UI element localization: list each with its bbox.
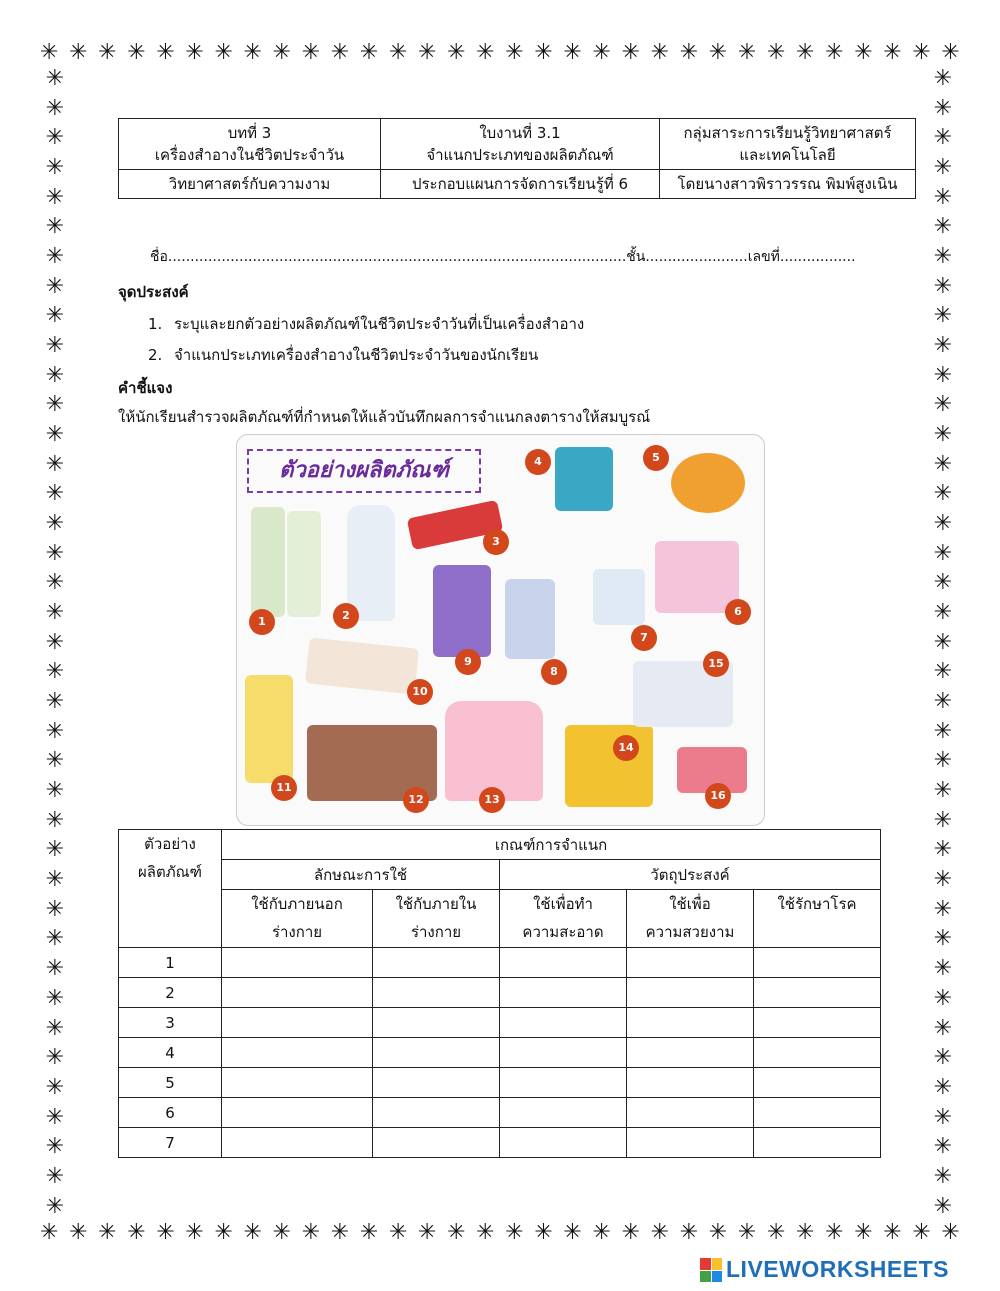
objective-item: 1. ระบุและยกตัวอย่างผลิตภัณฑ์ในชีวิตประจำวันที่เป็นเครื่องสำอาง: [148, 315, 585, 333]
star-ornament-icon: ✳: [933, 629, 953, 655]
star-ornament-icon: ✳: [883, 1220, 902, 1245]
shampoo-bottle: [251, 507, 285, 617]
star-ornament-icon: ✳: [796, 1220, 815, 1245]
answer-cell[interactable]: [754, 1128, 881, 1158]
star-ornament-icon: ✳: [708, 40, 728, 65]
answer-cell[interactable]: [373, 978, 500, 1008]
star-ornament-icon: ✳: [933, 125, 953, 151]
answer-cell[interactable]: [373, 1038, 500, 1068]
row-number: 6: [119, 1098, 222, 1128]
star-ornament-icon: ✳: [45, 659, 65, 685]
star-ornament-icon: ✳: [933, 600, 953, 626]
logo-square: [712, 1271, 723, 1283]
star-ornament-icon: ✳: [330, 1220, 350, 1245]
star-ornament-icon: ✳: [933, 1104, 953, 1130]
header-author: โดยนางสาวพิราวรรณ พิมพ์สูงเนิน: [660, 170, 916, 199]
star-ornament-icon: ✳: [933, 1074, 953, 1100]
answer-cell[interactable]: [373, 1068, 500, 1098]
answer-cell[interactable]: [627, 1098, 754, 1128]
usage-header: ลักษณะการใช้: [222, 860, 500, 890]
sub-header-cleaning: ใช้เพื่อทำ ความสะอาด: [500, 890, 627, 948]
row-number: 2: [119, 978, 222, 1008]
table-row: [119, 1128, 881, 1158]
star-ornament-icon: ✳: [505, 40, 524, 65]
star-ornament-icon: ✳: [933, 451, 953, 477]
star-ornament-icon: ✳: [45, 155, 65, 181]
table-row: [119, 1068, 881, 1098]
answer-cell[interactable]: [222, 1068, 373, 1098]
star-ornament-icon: ✳: [69, 40, 88, 65]
star-ornament-icon: ✳: [796, 40, 815, 65]
answer-cell[interactable]: [373, 948, 500, 978]
star-ornament-icon: ✳: [933, 540, 953, 566]
star-ornament-icon: ✳: [912, 40, 931, 65]
answer-cell[interactable]: [754, 1008, 881, 1038]
star-ornament-icon: ✳: [45, 333, 65, 359]
answer-cell[interactable]: [754, 1098, 881, 1128]
image-title: ตัวอย่างผลิตภัณฑ์: [247, 449, 481, 493]
border-top: [40, 40, 960, 66]
product-number-badge: 1: [249, 609, 275, 635]
muscle-rub-tube: [305, 637, 419, 694]
star-ornament-icon: ✳: [45, 303, 65, 329]
star-ornament-icon: ✳: [933, 778, 953, 804]
answer-cell[interactable]: [500, 1008, 627, 1038]
star-ornament-icon: ✳: [737, 1220, 757, 1245]
star-ornament-icon: ✳: [933, 718, 953, 744]
star-ornament-icon: ✳: [40, 1220, 59, 1245]
sub-header-treatment: ใช้รักษาโรค: [754, 890, 881, 948]
answer-cell[interactable]: [754, 978, 881, 1008]
row-number: 7: [119, 1128, 222, 1158]
purpose-header: วัตถุประสงค์: [500, 860, 881, 890]
star-ornament-icon: ✳: [45, 1015, 65, 1041]
answer-cell[interactable]: [500, 948, 627, 978]
star-ornament-icon: ✳: [933, 155, 953, 181]
header-topic: วิทยาศาสตร์กับความงาม: [119, 170, 381, 199]
star-ornament-icon: ✳: [45, 1163, 65, 1189]
answer-cell[interactable]: [754, 948, 881, 978]
star-ornament-icon: ✳: [854, 1220, 873, 1245]
star-ornament-icon: ✳: [45, 956, 65, 982]
star-ornament-icon: ✳: [854, 40, 873, 65]
star-ornament-icon: ✳: [933, 362, 953, 388]
product-number-badge: 6: [725, 599, 751, 625]
dental-floss: [555, 447, 613, 511]
name-class-number-line[interactable]: ชื่อ.......................................................................................................ชั้น.......................เลขที่.................: [150, 249, 856, 265]
logo-text: LIVEWORKSHEETS: [726, 1256, 949, 1282]
star-ornament-icon: ✳: [243, 40, 262, 65]
answer-cell[interactable]: [222, 1098, 373, 1128]
star-ornament-icon: ✳: [933, 867, 953, 893]
star-ornament-icon: ✳: [621, 40, 640, 65]
star-ornament-icon: ✳: [737, 40, 757, 65]
row-number: 3: [119, 1008, 222, 1038]
star-ornament-icon: ✳: [933, 1193, 953, 1219]
answer-cell[interactable]: [373, 1008, 500, 1038]
star-ornament-icon: ✳: [127, 1220, 146, 1245]
answer-cell[interactable]: [222, 978, 373, 1008]
star-ornament-icon: ✳: [301, 40, 321, 65]
star-ornament-icon: ✳: [933, 214, 953, 240]
baby-powder: [347, 505, 395, 621]
star-ornament-icon: ✳: [45, 570, 65, 596]
star-ornament-icon: ✳: [45, 125, 65, 151]
star-ornament-icon: ✳: [534, 1220, 553, 1245]
header-worksheet: ใบงานที่ 3.1 จำแนกประเภทของผลิตภัณฑ์: [381, 119, 660, 170]
perfume-bottle: [655, 541, 739, 613]
star-ornament-icon: ✳: [45, 66, 65, 91]
star-ornament-icon: ✳: [45, 540, 65, 566]
answer-cell[interactable]: [222, 948, 373, 978]
star-ornament-icon: ✳: [185, 40, 204, 65]
star-ornament-icon: ✳: [476, 40, 495, 65]
answer-cell[interactable]: [627, 1068, 754, 1098]
product-number-badge: 8: [541, 659, 567, 685]
answer-cell[interactable]: [500, 978, 627, 1008]
product-number-badge: 7: [631, 625, 657, 651]
star-ornament-icon: ✳: [69, 1220, 88, 1245]
star-ornament-icon: ✳: [912, 1220, 931, 1245]
star-ornament-icon: ✳: [933, 244, 953, 270]
star-ornament-icon: ✳: [45, 362, 65, 388]
cream-jar: [593, 569, 645, 625]
star-ornament-icon: ✳: [447, 40, 466, 65]
star-ornament-icon: ✳: [825, 1220, 844, 1245]
star-ornament-icon: ✳: [933, 303, 953, 329]
star-ornament-icon: ✳: [933, 926, 953, 952]
star-ornament-icon: ✳: [933, 392, 953, 418]
sub-header-external: ใช้กับภายนอก ร่างกาย: [222, 890, 373, 948]
product-number-badge: 16: [705, 783, 731, 809]
logo-square: [712, 1258, 723, 1270]
star-ornament-icon: ✳: [359, 40, 379, 65]
star-ornament-icon: ✳: [45, 629, 65, 655]
star-ornament-icon: ✳: [243, 1220, 262, 1245]
star-ornament-icon: ✳: [933, 511, 953, 537]
header-plan: ประกอบแผนการจัดการเรียนรู้ที่ 6: [381, 170, 660, 199]
star-ornament-icon: ✳: [933, 837, 953, 863]
star-ornament-icon: ✳: [45, 1193, 65, 1219]
star-ornament-icon: ✳: [214, 1220, 233, 1245]
answer-cell[interactable]: [373, 1128, 500, 1158]
star-ornament-icon: ✳: [45, 244, 65, 270]
product-number-badge: 4: [525, 449, 551, 475]
star-ornament-icon: ✳: [98, 1220, 117, 1245]
row-number: 4: [119, 1038, 222, 1068]
star-ornament-icon: ✳: [272, 40, 292, 65]
star-ornament-icon: ✳: [933, 1134, 953, 1160]
sub-header-internal: ใช้กับภายใน ร่างกาย: [373, 890, 500, 948]
star-ornament-icon: ✳: [45, 214, 65, 240]
star-ornament-icon: ✳: [45, 511, 65, 537]
product-number-badge: 9: [455, 649, 481, 675]
product-number-badge: 5: [643, 445, 669, 471]
star-ornament-icon: ✳: [330, 40, 350, 65]
header-table: [118, 118, 916, 199]
star-ornament-icon: ✳: [679, 40, 699, 65]
star-ornament-icon: ✳: [418, 1220, 437, 1245]
star-ornament-icon: ✳: [45, 807, 65, 833]
star-ornament-icon: ✳: [45, 95, 65, 121]
liveworksheets-logo: [700, 1256, 990, 1284]
logo-icon: [700, 1258, 722, 1282]
row-number: 5: [119, 1068, 222, 1098]
product-number-badge: 2: [333, 603, 359, 629]
product-number-badge: 13: [479, 787, 505, 813]
product-number-badge: 11: [271, 775, 297, 801]
star-ornament-icon: ✳: [45, 1134, 65, 1160]
star-ornament-icon: ✳: [214, 40, 233, 65]
star-ornament-icon: ✳: [505, 1220, 524, 1245]
col-product-header: ตัวอย่าง ผลิตภัณฑ์: [119, 830, 222, 948]
logo-square: [700, 1258, 711, 1270]
star-ornament-icon: ✳: [941, 1220, 960, 1245]
star-ornament-icon: ✳: [45, 1074, 65, 1100]
star-ornament-icon: ✳: [476, 1220, 495, 1245]
star-ornament-icon: ✳: [621, 1220, 640, 1245]
star-ornament-icon: ✳: [933, 95, 953, 121]
star-ornament-icon: ✳: [272, 1220, 292, 1245]
star-ornament-icon: ✳: [45, 184, 65, 210]
star-ornament-icon: ✳: [933, 748, 953, 774]
answer-cell[interactable]: [500, 1068, 627, 1098]
answer-cell[interactable]: [373, 1098, 500, 1128]
whitening-lotion: [245, 675, 293, 783]
product-number-badge: 14: [613, 735, 639, 761]
product-number-badge: 3: [483, 529, 509, 555]
answer-cell[interactable]: [222, 1128, 373, 1158]
star-ornament-icon: ✳: [933, 896, 953, 922]
answer-cell[interactable]: [500, 1038, 627, 1068]
star-ornament-icon: ✳: [45, 748, 65, 774]
border-right: [930, 66, 956, 1220]
product-number-badge: 15: [703, 651, 729, 677]
star-ornament-icon: ✳: [679, 1220, 699, 1245]
table-body: [119, 948, 881, 1158]
star-ornament-icon: ✳: [563, 40, 582, 65]
answer-cell[interactable]: [222, 1038, 373, 1068]
star-ornament-icon: ✳: [592, 40, 611, 65]
star-ornament-icon: ✳: [45, 837, 65, 863]
star-ornament-icon: ✳: [933, 659, 953, 685]
iodine-bottle: [565, 725, 653, 807]
star-ornament-icon: ✳: [388, 40, 408, 65]
objectives-heading: จุดประสงค์: [118, 283, 189, 301]
star-ornament-icon: ✳: [766, 1220, 786, 1245]
product-number-badge: 12: [403, 787, 429, 813]
star-ornament-icon: ✳: [933, 422, 953, 448]
answer-cell[interactable]: [627, 978, 754, 1008]
border-bottom: [40, 1220, 960, 1246]
star-ornament-icon: ✳: [933, 184, 953, 210]
star-ornament-icon: ✳: [388, 1220, 408, 1245]
answer-cell[interactable]: [627, 948, 754, 978]
sub-header-beauty: ใช้เพื่อ ความสวยงาม: [627, 890, 754, 948]
row-number: 1: [119, 948, 222, 978]
star-ornament-icon: ✳: [933, 1045, 953, 1071]
star-ornament-icon: ✳: [45, 1045, 65, 1071]
header-subject: กลุ่มสาระการเรียนรู้วิทยาศาสตร์ และเทคโนโลยี: [660, 119, 916, 170]
star-ornament-icon: ✳: [127, 40, 146, 65]
table-row: [119, 978, 881, 1008]
star-ornament-icon: ✳: [825, 40, 844, 65]
instructions-heading: คำชี้แจง: [118, 379, 173, 397]
star-ornament-icon: ✳: [45, 867, 65, 893]
product-examples-image: [236, 434, 765, 826]
star-ornament-icon: ✳: [592, 1220, 611, 1245]
header-chapter: บทที่ 3 เครื่องสำอางในชีวิตประจำวัน: [119, 119, 381, 170]
answer-cell[interactable]: [754, 1038, 881, 1068]
answer-cell[interactable]: [500, 1098, 627, 1128]
answer-cell[interactable]: [627, 1008, 754, 1038]
star-ornament-icon: ✳: [933, 66, 953, 91]
star-ornament-icon: ✳: [185, 1220, 204, 1245]
star-ornament-icon: ✳: [156, 1220, 175, 1245]
mouthwash: [433, 565, 491, 657]
star-ornament-icon: ✳: [650, 1220, 670, 1245]
answer-cell[interactable]: [627, 1128, 754, 1158]
star-ornament-icon: ✳: [650, 40, 670, 65]
answer-cell[interactable]: [627, 1038, 754, 1068]
instructions-text: ให้นักเรียนสำรวจผลิตภัณฑ์ที่กำหนดให้แล้วบันทึกผลการจำแนกลงตารางให้สมบูรณ์: [118, 408, 651, 426]
star-ornament-icon: ✳: [933, 807, 953, 833]
answer-cell[interactable]: [754, 1068, 881, 1098]
star-ornament-icon: ✳: [933, 481, 953, 507]
star-ornament-icon: ✳: [45, 600, 65, 626]
star-ornament-icon: ✳: [933, 956, 953, 982]
star-ornament-icon: ✳: [359, 1220, 379, 1245]
star-ornament-icon: ✳: [708, 1220, 728, 1245]
star-ornament-icon: ✳: [933, 985, 953, 1011]
classification-table: [118, 829, 881, 1158]
logo-square: [700, 1271, 711, 1283]
star-ornament-icon: ✳: [45, 778, 65, 804]
star-ornament-icon: ✳: [933, 570, 953, 596]
table-row: [119, 1008, 881, 1038]
star-ornament-icon: ✳: [941, 40, 960, 65]
star-ornament-icon: ✳: [45, 985, 65, 1011]
deodorant-roll-on: [505, 579, 555, 659]
star-ornament-icon: ✳: [45, 689, 65, 715]
answer-cell[interactable]: [500, 1128, 627, 1158]
star-ornament-icon: ✳: [883, 40, 902, 65]
star-ornament-icon: ✳: [45, 451, 65, 477]
star-ornament-icon: ✳: [45, 273, 65, 299]
star-ornament-icon: ✳: [447, 1220, 466, 1245]
star-ornament-icon: ✳: [933, 1163, 953, 1189]
star-ornament-icon: ✳: [45, 896, 65, 922]
border-left: [42, 66, 68, 1220]
star-ornament-icon: ✳: [45, 422, 65, 448]
balm-tin: [671, 453, 745, 513]
table-row: [119, 1098, 881, 1128]
star-ornament-icon: ✳: [45, 392, 65, 418]
star-ornament-icon: ✳: [534, 40, 553, 65]
star-ornament-icon: ✳: [766, 40, 786, 65]
objective-item: 2. จำแนกประเภทเครื่องสำอางในชีวิตประจำวันของนักเรียน: [148, 346, 539, 364]
star-ornament-icon: ✳: [40, 40, 59, 65]
star-ornament-icon: ✳: [156, 40, 175, 65]
star-ornament-icon: ✳: [45, 926, 65, 952]
star-ornament-icon: ✳: [45, 718, 65, 744]
star-ornament-icon: ✳: [933, 333, 953, 359]
star-ornament-icon: ✳: [301, 1220, 321, 1245]
answer-cell[interactable]: [222, 1008, 373, 1038]
star-ornament-icon: ✳: [418, 40, 437, 65]
star-ornament-icon: ✳: [45, 1104, 65, 1130]
table-row: [119, 948, 881, 978]
table-row: [119, 1038, 881, 1068]
star-ornament-icon: ✳: [933, 273, 953, 299]
star-ornament-icon: ✳: [45, 481, 65, 507]
star-ornament-icon: ✳: [98, 40, 117, 65]
product-number-badge: 10: [407, 679, 433, 705]
criteria-header: เกณฑ์การจำแนก: [222, 830, 881, 860]
conditioner-bottle: [287, 511, 321, 617]
star-ornament-icon: ✳: [563, 1220, 582, 1245]
star-ornament-icon: ✳: [933, 689, 953, 715]
baby-lotion: [445, 701, 543, 801]
star-ornament-icon: ✳: [933, 1015, 953, 1041]
